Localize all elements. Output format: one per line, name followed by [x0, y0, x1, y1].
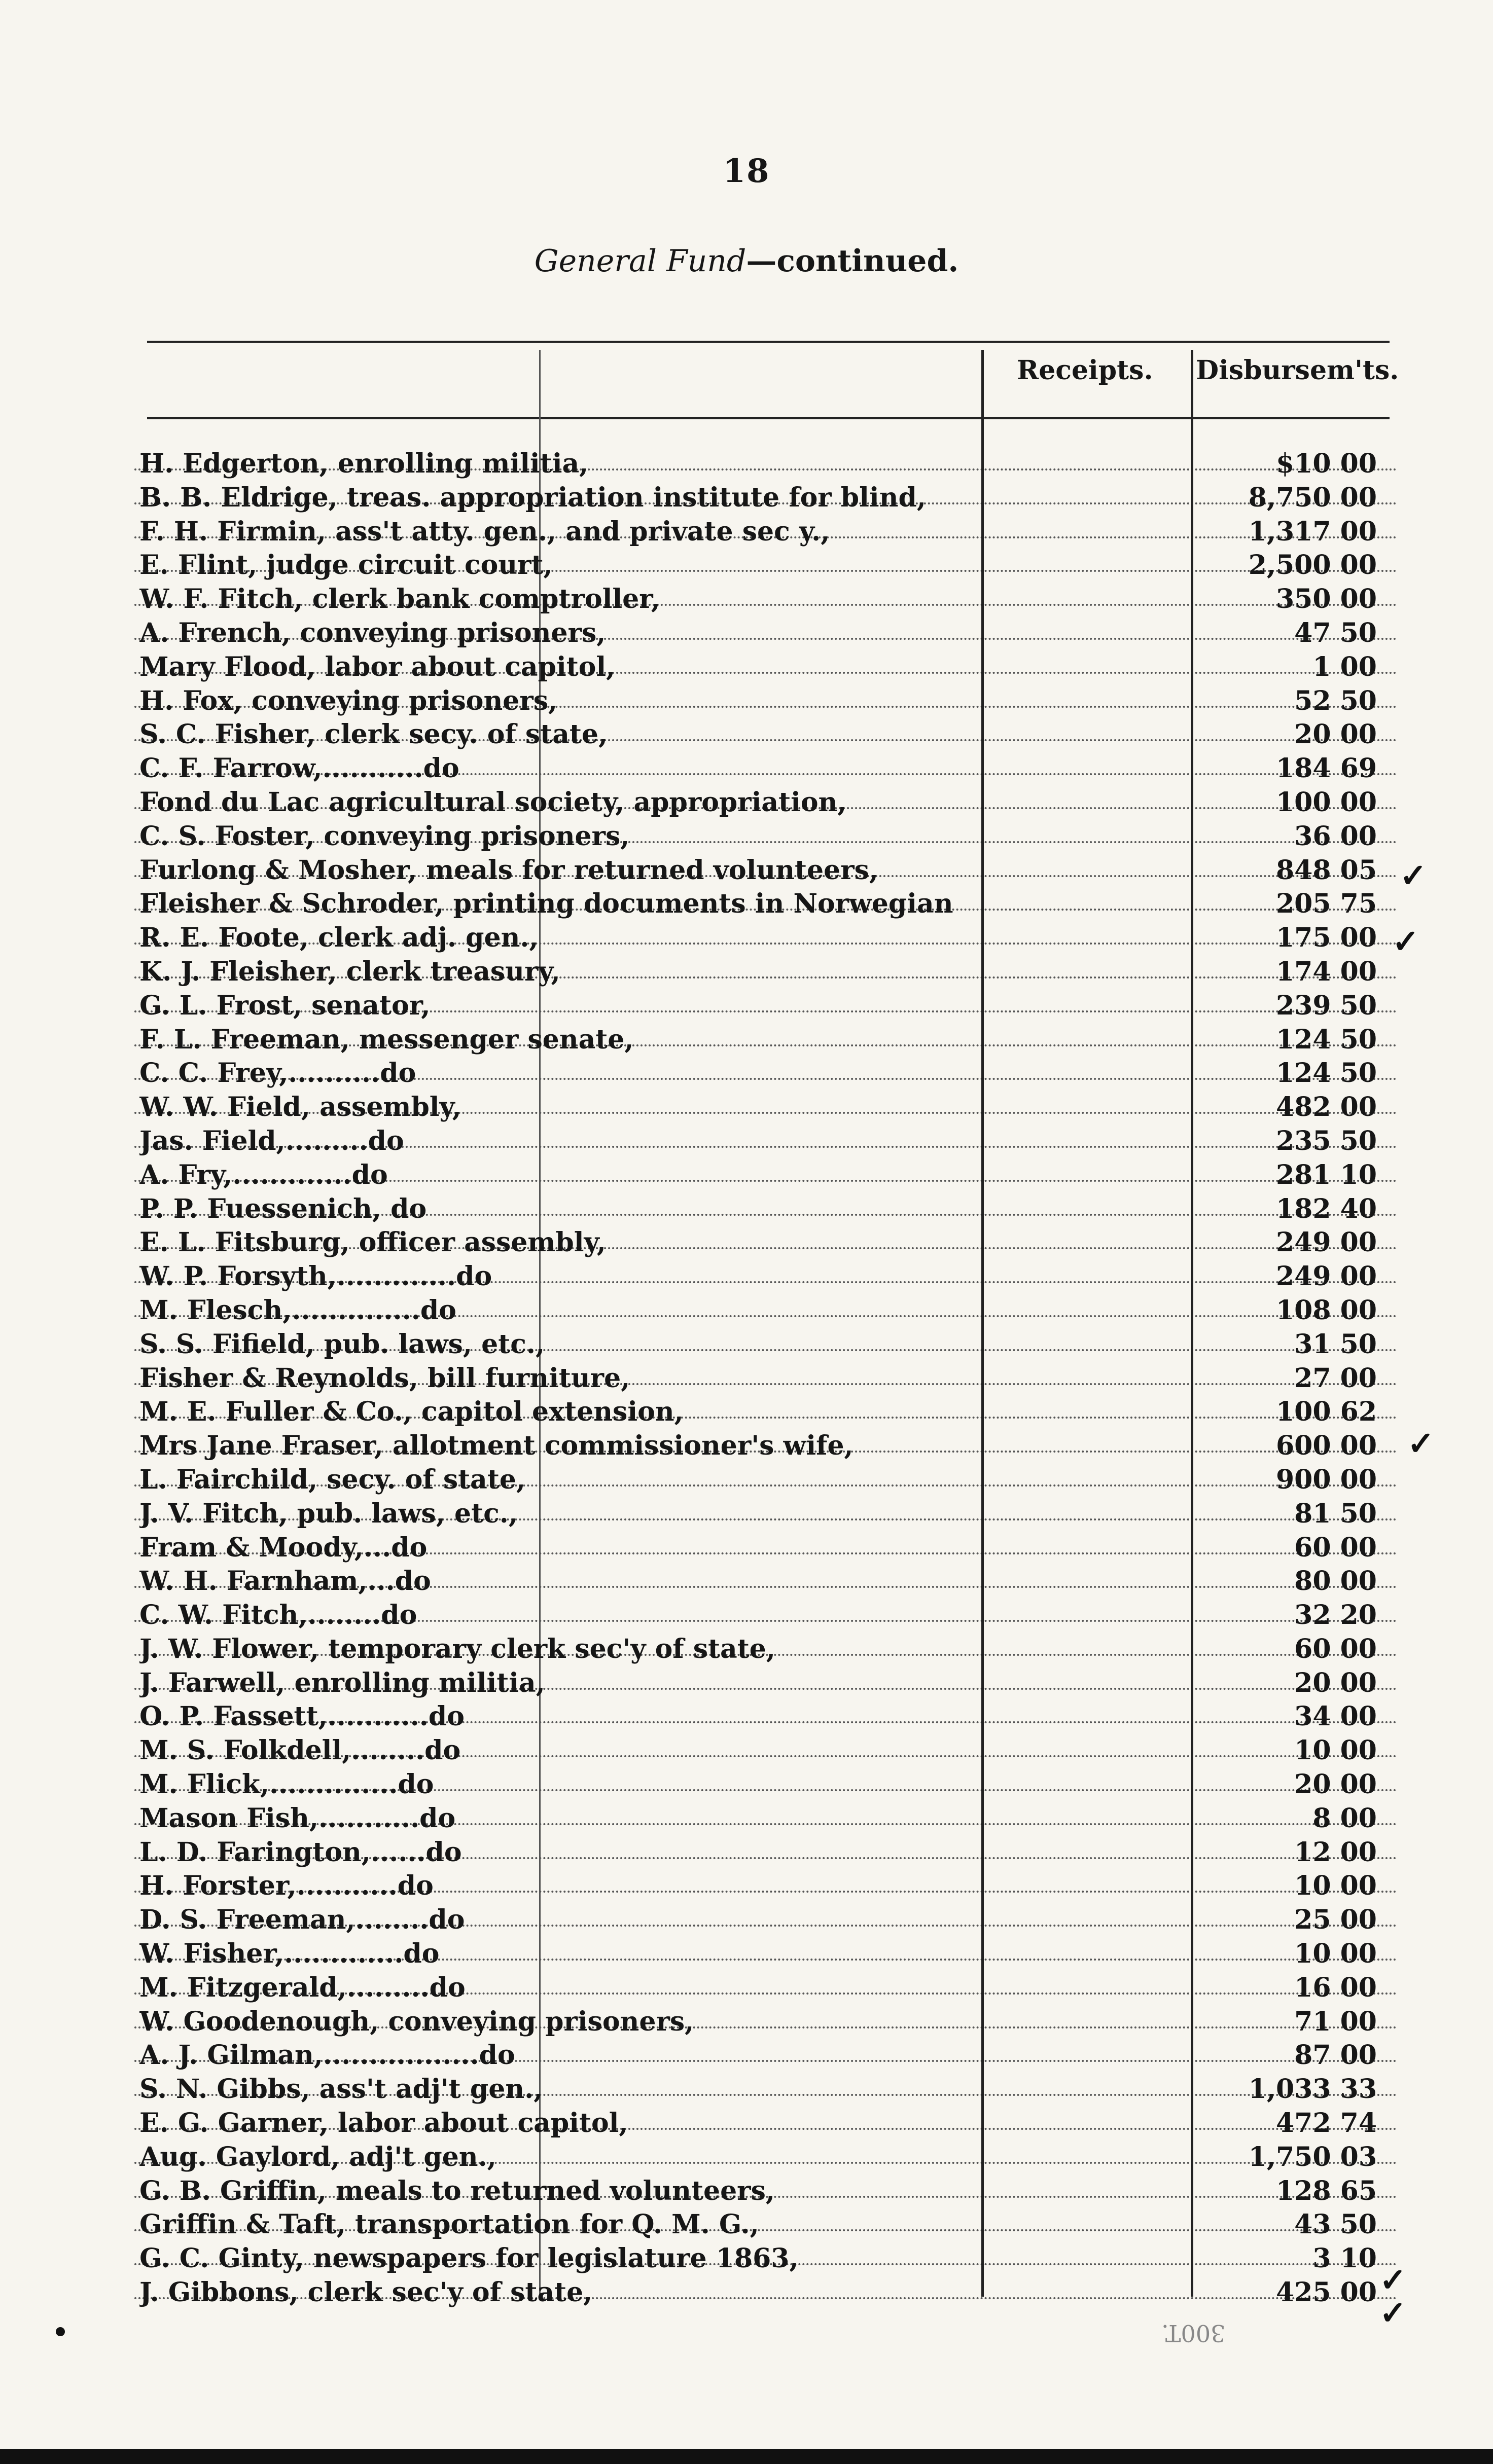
entry-label: W. Goodenough, conveying prisoners,	[139, 2006, 694, 2037]
entry-amount: 249 00	[1275, 1261, 1377, 1292]
ledger-row	[134, 1124, 1397, 1157]
ledger-row	[134, 1767, 1397, 1801]
ledger-row	[134, 1157, 1397, 1191]
entry-label: J. V. Fitch, pub. laws, etc.,	[139, 1498, 518, 1529]
ledger-row	[134, 615, 1397, 649]
entry-label: Mary Flood, labor about capitol,	[139, 651, 616, 682]
entry-amount: 16 00	[1294, 1972, 1377, 2003]
entry-amount: 124 50	[1275, 1058, 1377, 1089]
ledger-row	[134, 819, 1397, 853]
entry-label: C. S. Foster, conveying prisoners,	[139, 820, 630, 852]
entry-label: J. Gibbons, clerk sec'y of state,	[139, 2277, 593, 2308]
page-heading	[535, 243, 959, 279]
ledger-row	[134, 2038, 1397, 2072]
ledger-row	[134, 1327, 1397, 1361]
entry-amount: 25 00	[1294, 1904, 1377, 1936]
entry-amount: 100 00	[1275, 786, 1377, 818]
entry-label: R. E. Foote, clerk adj. gen.,	[139, 922, 539, 954]
entry-label: Fram & Moody,...do	[139, 1532, 428, 1563]
entry-label: O. P. Fassett,...........do	[139, 1701, 465, 1732]
entry-label: M. E. Fuller & Co., capitol extension,	[139, 1396, 684, 1428]
ledger-row	[134, 1259, 1397, 1293]
entry-amount: 10 00	[1294, 1735, 1377, 1766]
entry-label: W. H. Farnham,...do	[139, 1566, 431, 1597]
ledger-row	[134, 446, 1397, 480]
entry-amount: 182 40	[1275, 1193, 1377, 1224]
ledger-row	[134, 853, 1397, 887]
entry-label: P. P. Fuessenich, do	[139, 1193, 427, 1224]
ledger-row	[134, 1090, 1397, 1124]
entry-label: S. N. Gibbs, ass't adj't gen.,	[139, 2074, 543, 2105]
entry-label: K. J. Fleisher, clerk treasury,	[139, 956, 560, 987]
ledger-row	[134, 1699, 1397, 1733]
table-top-rule	[147, 341, 1390, 343]
check-mark: ✓	[1392, 923, 1419, 961]
ledger-row	[134, 1361, 1397, 1395]
receipts-header: Receipts.	[1017, 355, 1153, 386]
entry-amount: 20 00	[1294, 719, 1377, 750]
ledger-row	[134, 1835, 1397, 1869]
ledger-row	[134, 2207, 1397, 2241]
ledger-row	[134, 920, 1397, 954]
entry-amount: 249 00	[1275, 1227, 1377, 1258]
heading-italic: General Fund	[534, 243, 746, 279]
ledger-row	[134, 1801, 1397, 1835]
entry-amount: 848 05	[1275, 854, 1377, 886]
entry-amount: 235 50	[1275, 1125, 1377, 1156]
entry-label: E. G. Garner, labor about capitol,	[139, 2108, 628, 2139]
entry-amount: 8,750 00	[1248, 482, 1377, 513]
entry-label: Griffin & Taft, transportation for Q. M. G.,	[139, 2209, 759, 2240]
entry-label: Jas. Field,.........do	[139, 1125, 404, 1156]
entry-amount: 31 50	[1294, 1328, 1377, 1360]
entry-label: J. Farwell, enrolling militia,	[139, 1667, 545, 1698]
entry-amount: 1,317 00	[1248, 516, 1377, 547]
disbursements-header: Disbursem'ts.	[1196, 355, 1399, 386]
entry-label: A. French, conveying prisoners,	[139, 617, 606, 648]
ledger-row	[134, 1733, 1397, 1767]
entry-label: M. Flick,..............do	[139, 1769, 434, 1800]
ledger-row	[134, 1530, 1397, 1564]
check-mark: ✓	[1379, 2294, 1407, 2332]
entry-label: C. W. Fitch,........do	[139, 1600, 417, 1631]
ledger-row	[134, 1970, 1397, 2004]
ledger-row	[134, 2173, 1397, 2207]
entry-amount: 10 00	[1294, 1938, 1377, 1970]
entry-label: Fleisher & Schroder, printing documents in Norwegian	[139, 888, 953, 920]
entry-label: H. Fox, conveying prisoners,	[139, 685, 558, 716]
entry-label: F. H. Firmin, ass't atty. gen., and private sec y.,	[139, 516, 830, 547]
check-mark: ✓	[1379, 2261, 1407, 2299]
entry-label: L. Fairchild, secy. of state,	[139, 1464, 526, 1495]
entry-label: G. L. Frost, senator,	[139, 990, 431, 1021]
entry-label: S. C. Fisher, clerk secy. of state,	[139, 719, 608, 750]
entry-label: W. Fisher,.............do	[139, 1938, 440, 1970]
entry-label: C. F. Farrow,...........do	[139, 753, 459, 784]
entry-label: W. F. Fitch, clerk bank comptroller,	[139, 584, 660, 615]
entry-amount: 184 69	[1275, 753, 1377, 784]
entry-amount: 32 20	[1294, 1600, 1377, 1631]
entry-amount: 1,033 33	[1248, 2074, 1377, 2105]
ledger-row	[134, 2275, 1397, 2309]
ledger-row	[134, 2072, 1397, 2106]
scan-edge	[0, 2449, 1493, 2464]
entry-amount: 71 00	[1294, 2006, 1377, 2037]
entry-amount: 900 00	[1275, 1464, 1377, 1495]
ledger-row	[134, 548, 1397, 582]
entry-label: B. B. Eldrige, treas. appropriation institute for blind,	[139, 482, 926, 513]
entry-amount: 47 50	[1294, 617, 1377, 648]
ledger-row	[134, 1462, 1397, 1496]
entry-label: Fisher & Reynolds, bill furniture,	[139, 1362, 630, 1394]
entry-amount: 10 00	[1294, 1870, 1377, 1902]
entry-label: A. J. Gilman,.................do	[139, 2040, 515, 2071]
entry-label: Fond du Lac agricultural society, appropriation,	[139, 786, 847, 818]
entry-amount: 108 00	[1275, 1294, 1377, 1326]
entry-amount: 43 50	[1294, 2209, 1377, 2240]
entry-label: M. Fitzgerald,.........do	[139, 1972, 466, 2003]
ledger-row	[134, 751, 1397, 785]
ledger-row	[134, 1902, 1397, 1936]
entry-label: Aug. Gaylord, adj't gen.,	[139, 2141, 496, 2172]
entry-label: S. S. Fifield, pub. laws, etc.,	[139, 1328, 545, 1360]
entry-label: Furlong & Mosher, meals for returned volunteers,	[139, 854, 878, 886]
entry-label: W. P. Forsyth,.............do	[139, 1261, 492, 1292]
ledger-rows	[134, 446, 1397, 2309]
ledger-row	[134, 988, 1397, 1022]
entry-amount: 81 50	[1294, 1498, 1377, 1529]
ledger-row	[134, 2004, 1397, 2038]
ledger-row	[134, 2106, 1397, 2140]
entry-amount: 128 65	[1275, 2175, 1377, 2206]
entry-label: Mason Fish,...........do	[139, 1802, 456, 1834]
ledger-row	[134, 886, 1397, 920]
page-number: 18	[723, 152, 770, 190]
ledger-row	[134, 717, 1397, 751]
entry-amount: 1,750 03	[1248, 2141, 1377, 2172]
check-mark: ✓	[1407, 1425, 1435, 1463]
entry-amount: 60 00	[1294, 1633, 1377, 1664]
entry-amount: 12 00	[1294, 1836, 1377, 1868]
ledger-row	[134, 1665, 1397, 1699]
ink-dot	[56, 2327, 65, 2336]
ledger-row	[134, 954, 1397, 988]
entry-amount: 27 00	[1294, 1362, 1377, 1394]
entry-amount: 8 00	[1312, 1802, 1377, 1834]
entry-amount: 482 00	[1275, 1092, 1377, 1123]
ledger-row	[134, 1225, 1397, 1259]
entry-amount: 60 00	[1294, 1532, 1377, 1563]
entry-label: H. Forster,...........do	[139, 1870, 434, 1902]
entry-label: E. L. Fitsburg, officer assembly,	[139, 1227, 606, 1258]
entry-amount: 20 00	[1294, 1667, 1377, 1698]
ledger-row	[134, 1056, 1397, 1090]
ledger-row	[134, 1394, 1397, 1428]
entry-amount: 472 74	[1275, 2108, 1377, 2139]
entry-amount: 52 50	[1294, 685, 1377, 716]
entry-amount: 350 00	[1275, 584, 1377, 615]
ledger-row	[134, 2140, 1397, 2173]
ledger-row	[134, 1868, 1397, 1902]
entry-label: M. Flesch,..............do	[139, 1294, 456, 1326]
entry-amount: 174 00	[1275, 956, 1377, 987]
entry-amount: 100 62	[1275, 1396, 1377, 1428]
entry-label: Mrs Jane Fraser, allotment commissioner's wife,	[139, 1430, 854, 1462]
entry-amount: 34 00	[1294, 1701, 1377, 1732]
ledger-row	[134, 1936, 1397, 1970]
check-mark: ✓	[1400, 857, 1427, 895]
entry-label: A. Fry,.............do	[139, 1159, 388, 1190]
entry-amount: 124 50	[1275, 1024, 1377, 1055]
entry-amount: 80 00	[1294, 1566, 1377, 1597]
ledger-row	[134, 649, 1397, 683]
entry-amount: 239 50	[1275, 990, 1377, 1021]
entry-amount: 3 10	[1312, 2243, 1377, 2274]
entry-amount: 425 00	[1275, 2277, 1377, 2308]
entry-label: C. C. Frey,..........do	[139, 1058, 416, 1089]
entry-label: L. D. Farington,......do	[139, 1836, 462, 1868]
entry-label: H. Edgerton, enrolling militia,	[139, 448, 589, 479]
entry-amount: 281 10	[1275, 1159, 1377, 1190]
ledger-row	[134, 1022, 1397, 1056]
ledger-row	[134, 1191, 1397, 1225]
ledger-row	[134, 1428, 1397, 1462]
ledger-row	[134, 1598, 1397, 1632]
ledger-row	[134, 683, 1397, 717]
entry-amount: 1 00	[1312, 651, 1377, 682]
ledger-row	[134, 1496, 1397, 1530]
entry-label: F. L. Freeman, messenger senate,	[139, 1024, 634, 1055]
ledger-row	[134, 480, 1397, 514]
entry-amount: 2,500 00	[1248, 550, 1377, 581]
entry-amount: 20 00	[1294, 1769, 1377, 1800]
heading-rest: —continued.	[746, 243, 959, 279]
footer-text: 300T.	[1161, 2320, 1226, 2347]
entry-amount: 600 00	[1275, 1430, 1377, 1462]
entry-label: E. Flint, judge circuit court,	[139, 550, 553, 581]
entry-amount: 87 00	[1294, 2040, 1377, 2071]
entry-label: M. S. Folkdell,........do	[139, 1735, 461, 1766]
entry-amount: 36 00	[1294, 820, 1377, 852]
entry-amount: $10 00	[1275, 448, 1377, 479]
ledger-row	[134, 582, 1397, 615]
entry-amount: 205 75	[1275, 888, 1377, 920]
entry-label: D. S. Freeman,........do	[139, 1904, 465, 1936]
entry-label: W. W. Field, assembly,	[139, 1092, 461, 1123]
ledger-row	[134, 1564, 1397, 1598]
ledger-row	[134, 514, 1397, 548]
entry-amount: 175 00	[1275, 922, 1377, 954]
ledger-row	[134, 1293, 1397, 1327]
ledger-row	[134, 1632, 1397, 1665]
entry-label: G. C. Ginty, newspapers for legislature 1863,	[139, 2243, 799, 2274]
entry-label: J. W. Flower, temporary clerk sec'y of state,	[139, 1633, 775, 1664]
table-header-rule	[147, 417, 1390, 419]
ledger-row	[134, 2241, 1397, 2275]
ledger-row	[134, 785, 1397, 819]
entry-label: G. B. Griffin, meals to returned volunteers,	[139, 2175, 775, 2206]
